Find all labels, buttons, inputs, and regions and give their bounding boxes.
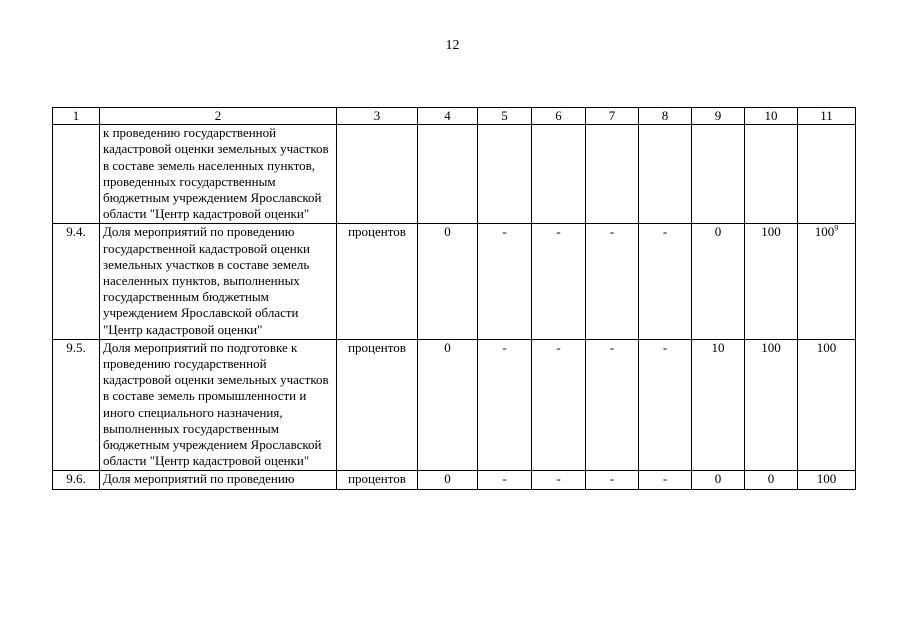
value-cell: - <box>639 471 692 489</box>
row-number <box>53 125 100 224</box>
value-cell: 100 <box>798 339 856 471</box>
value-cell: 100 <box>798 471 856 489</box>
value-cell: - <box>532 339 586 471</box>
value-cell <box>745 125 798 224</box>
row-number: 9.4. <box>53 224 100 339</box>
table-row <box>53 224 856 339</box>
table-row <box>53 125 856 224</box>
value-text: 100 <box>814 224 835 240</box>
column-header: 4 <box>418 108 478 125</box>
value-cell: 0 <box>418 339 478 471</box>
unit: процентов <box>337 471 418 489</box>
column-header: 1 <box>53 108 100 125</box>
column-header: 6 <box>532 108 586 125</box>
table-header-row <box>53 108 856 125</box>
value-cell: 0 <box>745 471 798 489</box>
column-header: 7 <box>586 108 639 125</box>
value-cell: 100 <box>745 339 798 471</box>
value-cell: - <box>532 471 586 489</box>
column-header: 3 <box>337 108 418 125</box>
column-header: 2 <box>100 108 337 125</box>
value-cell: - <box>639 339 692 471</box>
unit: процентов <box>337 339 418 471</box>
value-cell: 100 <box>745 224 798 339</box>
value-cell: - <box>586 224 639 339</box>
column-header: 11 <box>798 108 856 125</box>
row-number: 9.6. <box>53 471 100 489</box>
table-row <box>53 471 856 489</box>
value-cell: - <box>586 471 639 489</box>
value-cell <box>639 125 692 224</box>
value-cell: 0 <box>418 224 478 339</box>
indicators-table <box>52 107 856 490</box>
table-row <box>53 339 856 471</box>
column-header: 9 <box>692 108 745 125</box>
value-cell: - <box>532 224 586 339</box>
value-cell <box>478 125 532 224</box>
value-cell: - <box>639 224 692 339</box>
footnote-marker: 9 <box>834 224 839 234</box>
row-number: 9.5. <box>53 339 100 471</box>
column-header: 5 <box>478 108 532 125</box>
column-header: 10 <box>745 108 798 125</box>
value-cell: - <box>478 339 532 471</box>
column-header: 8 <box>639 108 692 125</box>
page-number: 12 <box>445 38 460 53</box>
value-cell <box>692 125 745 224</box>
value-cell <box>586 125 639 224</box>
indicator-name: к проведению государственной кадастровой оценки земельных участков в составе земель населенных пунктов, проведенных государственным бюджетным учреждением Ярославской области "Центр кадастровой оценки" <box>100 125 337 224</box>
indicator-name: Доля мероприятий по подготовке к проведению государственной кадастровой оценки земельных участков в составе земель промышленности и иного специального назначения, выполненных государственным бюджетным учреждением Ярославской области "Центр кадастровой оценки" <box>100 339 337 471</box>
value-cell <box>532 125 586 224</box>
value-cell: - <box>478 224 532 339</box>
unit <box>337 125 418 224</box>
value-cell <box>418 125 478 224</box>
indicator-name: Доля мероприятий по проведению <box>100 471 337 489</box>
value-cell: 0 <box>692 224 745 339</box>
value-cell: 0 <box>418 471 478 489</box>
value-cell: - <box>586 339 639 471</box>
value-cell: 0 <box>692 471 745 489</box>
value-cell <box>798 224 856 339</box>
indicator-name: Доля мероприятий по проведению государственной кадастровой оценки земельных участков в составе земель населенных пунктов, выполненных государственным бюджетным учреждением Ярославской области "Центр кадастровой оценки" <box>100 224 337 339</box>
value-cell: 10 <box>692 339 745 471</box>
value-cell: - <box>478 471 532 489</box>
unit: процентов <box>337 224 418 339</box>
value-cell <box>798 125 856 224</box>
